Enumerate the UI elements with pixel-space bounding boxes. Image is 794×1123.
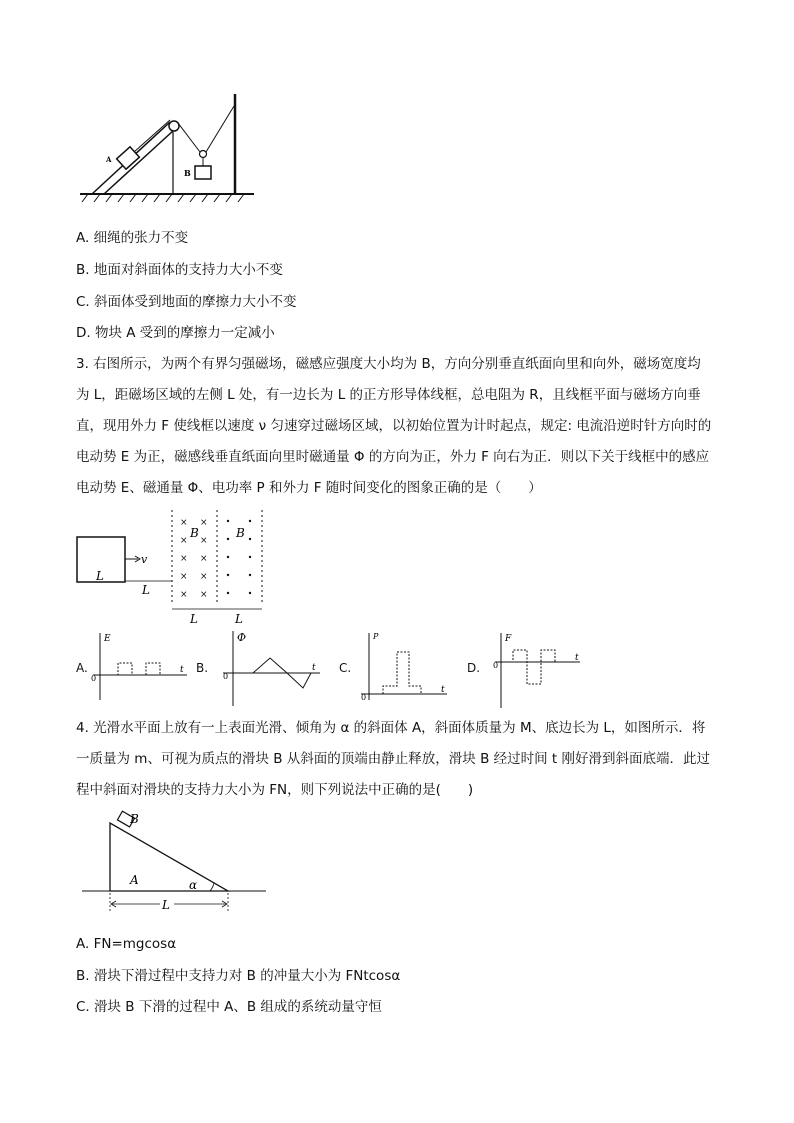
svg-text:×: × bbox=[180, 518, 188, 528]
graph-d bbox=[485, 630, 585, 710]
svg-text:×: × bbox=[200, 554, 208, 564]
graph-option-a: A. bbox=[76, 661, 88, 675]
wedge-a-label: A bbox=[130, 873, 139, 887]
q4-line: 程中斜面对滑块的支持力大小为 FN，则下列说法中正确的是( ) bbox=[76, 782, 474, 798]
svg-text:×: × bbox=[180, 590, 188, 600]
graph-option-c: C. bbox=[339, 661, 352, 675]
graph-a-ylabel: E bbox=[104, 634, 111, 644]
q4-line: 4. 光滑水平面上放有一上表面光滑、倾角为 α 的斜面体 A，斜面体质量为 M、底边长为 L，如图所示．将 bbox=[76, 720, 706, 736]
graph-b-xlabel: t bbox=[312, 663, 316, 673]
velocity-label: v bbox=[141, 553, 148, 566]
width-label-1: L bbox=[190, 612, 198, 626]
graph-d-ylabel: F bbox=[505, 634, 512, 644]
distance-label: L bbox=[142, 583, 150, 597]
q3-line: 电动势 E 为正，磁感线垂直纸面向里时磁通量 Φ 的方向为正，外力 F 向右为正．则以下关于线框中的感应 bbox=[76, 449, 710, 465]
q4-option-b: B. 滑块下滑过程中支持力对 B 的冲量大小为 FNtcosα bbox=[76, 968, 401, 984]
q2-option-a: A. 细绳的张力不变 bbox=[76, 230, 189, 246]
svg-text:×: × bbox=[200, 518, 208, 528]
frame-length-label: L bbox=[96, 569, 104, 583]
q2-option-b: B. 地面对斜面体的支持力大小不变 bbox=[76, 262, 283, 278]
q4-stem bbox=[76, 713, 726, 806]
q4-option-c: C. 滑块 B 下滑的过程中 A、B 组成的系统动量守恒 bbox=[76, 999, 382, 1015]
svg-text:×: × bbox=[180, 554, 188, 564]
graph-c-zero: 0 bbox=[361, 693, 367, 702]
figure-magnetic-field bbox=[72, 505, 272, 630]
graph-d-xlabel: t bbox=[575, 653, 579, 663]
svg-text:×: × bbox=[200, 590, 208, 600]
graph-b bbox=[215, 628, 325, 708]
graph-c-xlabel: t bbox=[441, 685, 445, 695]
q4-option-a: A. FN=mgcosα bbox=[76, 936, 177, 952]
svg-text:×: × bbox=[200, 572, 208, 582]
field-b-label-2: B bbox=[236, 526, 245, 540]
q2-option-c: C. 斜面体受到地面的摩擦力大小不变 bbox=[76, 294, 297, 310]
angle-alpha-label: α bbox=[189, 878, 198, 892]
svg-text:×: × bbox=[180, 572, 188, 582]
q2-option-d: D. 物块 A 受到的摩擦力一定减小 bbox=[76, 325, 275, 341]
q3-line: 3. 右图所示，为两个有界匀强磁场，磁感应强度大小均为 B，方向分别垂直纸面向里和向外，磁场宽度均 bbox=[76, 356, 701, 372]
graph-d-zero: 0 bbox=[493, 661, 499, 670]
graph-a bbox=[90, 630, 190, 705]
figure-incline-pulley bbox=[78, 90, 258, 210]
width-label-2: L bbox=[235, 612, 243, 626]
block-a-label: A bbox=[106, 155, 112, 164]
q3-stem bbox=[76, 349, 726, 504]
field-b-label-1: B bbox=[190, 526, 199, 540]
svg-text:×: × bbox=[200, 536, 208, 546]
graph-option-b: B. bbox=[196, 661, 209, 675]
q3-line: 电动势 E、磁通量 Φ、电功率 P 和外力 F 随时间变化的图象正确的是（ ） bbox=[76, 480, 542, 496]
graph-c bbox=[355, 630, 455, 705]
graph-a-xlabel: t bbox=[180, 665, 184, 675]
q3-line: 直，现用外力 F 使线框以速度 ν 匀速穿过磁场区域，以初始位置为计时起点，规定: 电流沿逆时针方向时的 bbox=[76, 418, 712, 434]
block-b-label: B bbox=[184, 168, 191, 178]
graph-b-ylabel: Φ bbox=[237, 631, 247, 644]
graph-c-ylabel: P bbox=[373, 632, 379, 641]
q3-line: 为 L，距磁场区域的左侧 L 处，有一边长为 L 的正方形导体线框，总电阻为 R，且线框平面与磁场方向垂 bbox=[76, 387, 701, 403]
block-b-label: B bbox=[130, 812, 139, 826]
graph-a-zero: 0 bbox=[91, 674, 97, 683]
svg-text:×: × bbox=[180, 536, 188, 546]
graph-b-zero: 0 bbox=[223, 672, 229, 681]
figure-wedge bbox=[80, 808, 270, 918]
graph-option-d: D. bbox=[467, 661, 481, 675]
q4-line: 一质量为 m、可视为质点的滑块 B 从斜面的顶端由静止释放，滑块 B 经过时间 t 刚好滑到斜面底端．此过 bbox=[76, 751, 711, 767]
base-length-label: L bbox=[162, 898, 170, 912]
